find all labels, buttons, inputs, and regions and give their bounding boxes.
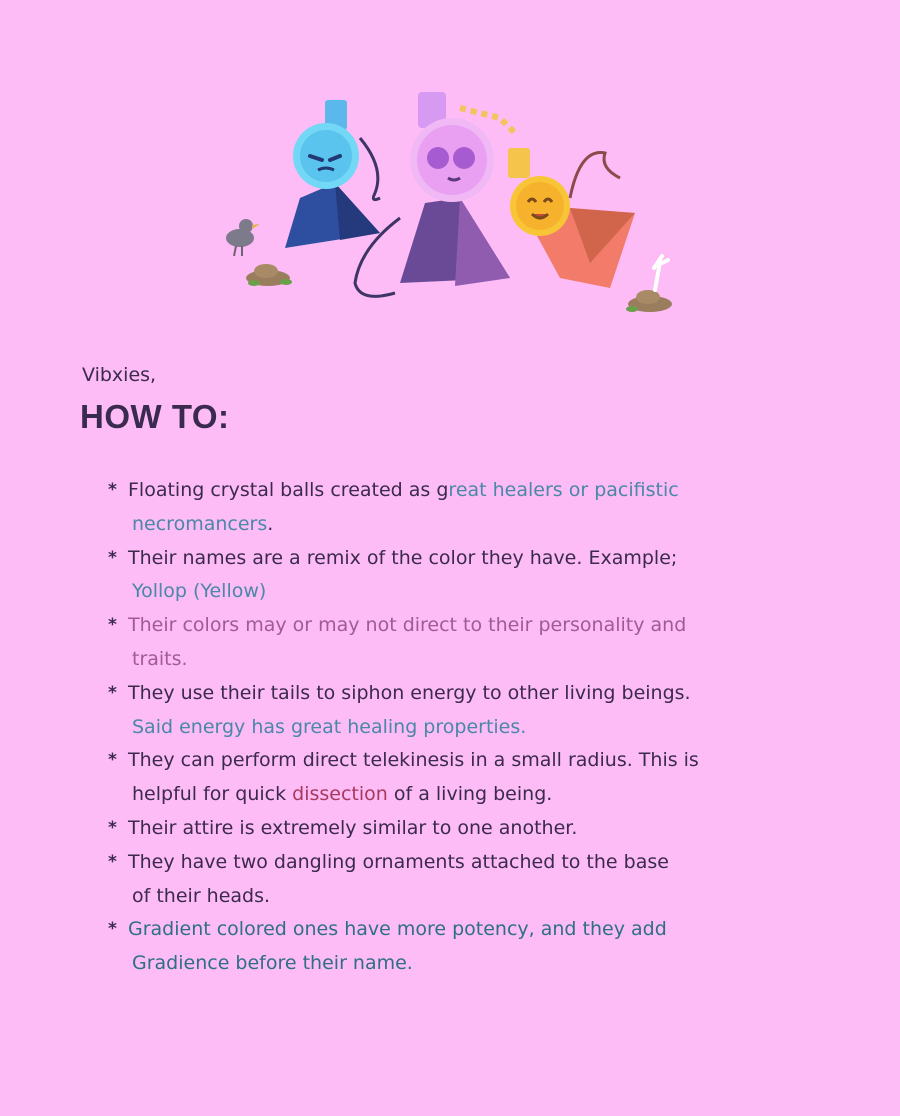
bullet-text-segment: Their colors may or may not direct to their personality and — [128, 614, 687, 637]
bullet-text-segment: of a living being. — [387, 783, 553, 806]
bullet-text-segment: reat healers or pacifistic — [448, 479, 679, 501]
bullet-line — [128, 575, 798, 609]
bullet-line — [128, 880, 798, 914]
bullet-item — [108, 609, 798, 677]
bullet-line — [128, 474, 798, 508]
bullet-text-segment: They have two dangling ornaments attached to the base — [128, 850, 669, 873]
bullet-line — [128, 542, 798, 576]
bullet-text-segment: Gradient colored ones have more potency, and they add — [128, 918, 667, 941]
bullet-item — [108, 474, 798, 542]
bullet-text-segment: dissection — [292, 783, 388, 806]
bullet-line — [128, 677, 798, 711]
bullet-line — [128, 508, 798, 542]
bullet-line — [128, 947, 798, 981]
bullet-line — [128, 643, 798, 677]
bullet-marker: * — [108, 547, 117, 568]
bullet-text-segment: Their names are a remix of the color they have. Example; — [128, 546, 678, 569]
bullet-item — [108, 744, 798, 812]
bullet-item — [108, 677, 798, 745]
bullet-list — [108, 474, 798, 981]
bullet-line — [128, 711, 798, 745]
page-title: HOW TO: — [80, 398, 230, 435]
bullet-item — [108, 542, 798, 610]
bullet-item — [108, 812, 798, 846]
bullet-text-segment: Gradience before their name. — [132, 952, 413, 975]
bullet-marker: * — [108, 682, 117, 703]
bullet-line — [128, 778, 798, 812]
bullet-text-segment: . — [267, 512, 274, 535]
dirt-mound-icon — [246, 264, 292, 286]
bullet-line — [128, 609, 798, 643]
bullet-text-segment: Floating crystal balls created as g — [128, 479, 449, 501]
bullet-text-segment: Said energy has great healing properties. — [132, 715, 527, 738]
vibxies-illustration — [210, 78, 680, 318]
dirt-mound-icon — [626, 256, 672, 312]
bullet-text-segment: necromancers — [132, 512, 268, 535]
bullet-marker: * — [108, 480, 117, 500]
purple-vibxie-icon — [355, 92, 515, 296]
bullet-text-segment: traits. — [132, 647, 188, 670]
bullet-marker: * — [108, 750, 117, 771]
yellow-vibxie-icon — [508, 148, 635, 288]
bullet-line — [128, 812, 798, 846]
bullet-line — [128, 913, 798, 947]
bullet-marker: * — [108, 817, 117, 838]
bird-icon — [226, 219, 260, 256]
bullet-marker: * — [108, 851, 117, 872]
page-kicker: Vibxies, — [82, 364, 157, 386]
bullet-text-segment: Yollop (Yellow) — [132, 580, 267, 603]
bullet-text-segment: They can perform direct telekinesis in a small radius. This is — [128, 749, 699, 772]
bullet-text-segment: Their attire is extremely similar to one another. — [128, 816, 578, 839]
bullet-text-segment: of their heads. — [132, 884, 271, 907]
bullet-marker: * — [108, 615, 117, 636]
bullet-text-segment: helpful for quick — [132, 783, 293, 806]
bullet-text-segment: They use their tails to siphon energy to other living beings. — [128, 681, 691, 704]
bullet-item — [108, 846, 798, 914]
bullet-marker: * — [108, 919, 117, 940]
bullet-line — [128, 744, 798, 778]
blue-vibxie-icon — [285, 100, 380, 248]
bullet-line — [128, 846, 798, 880]
bullet-item — [108, 913, 798, 981]
